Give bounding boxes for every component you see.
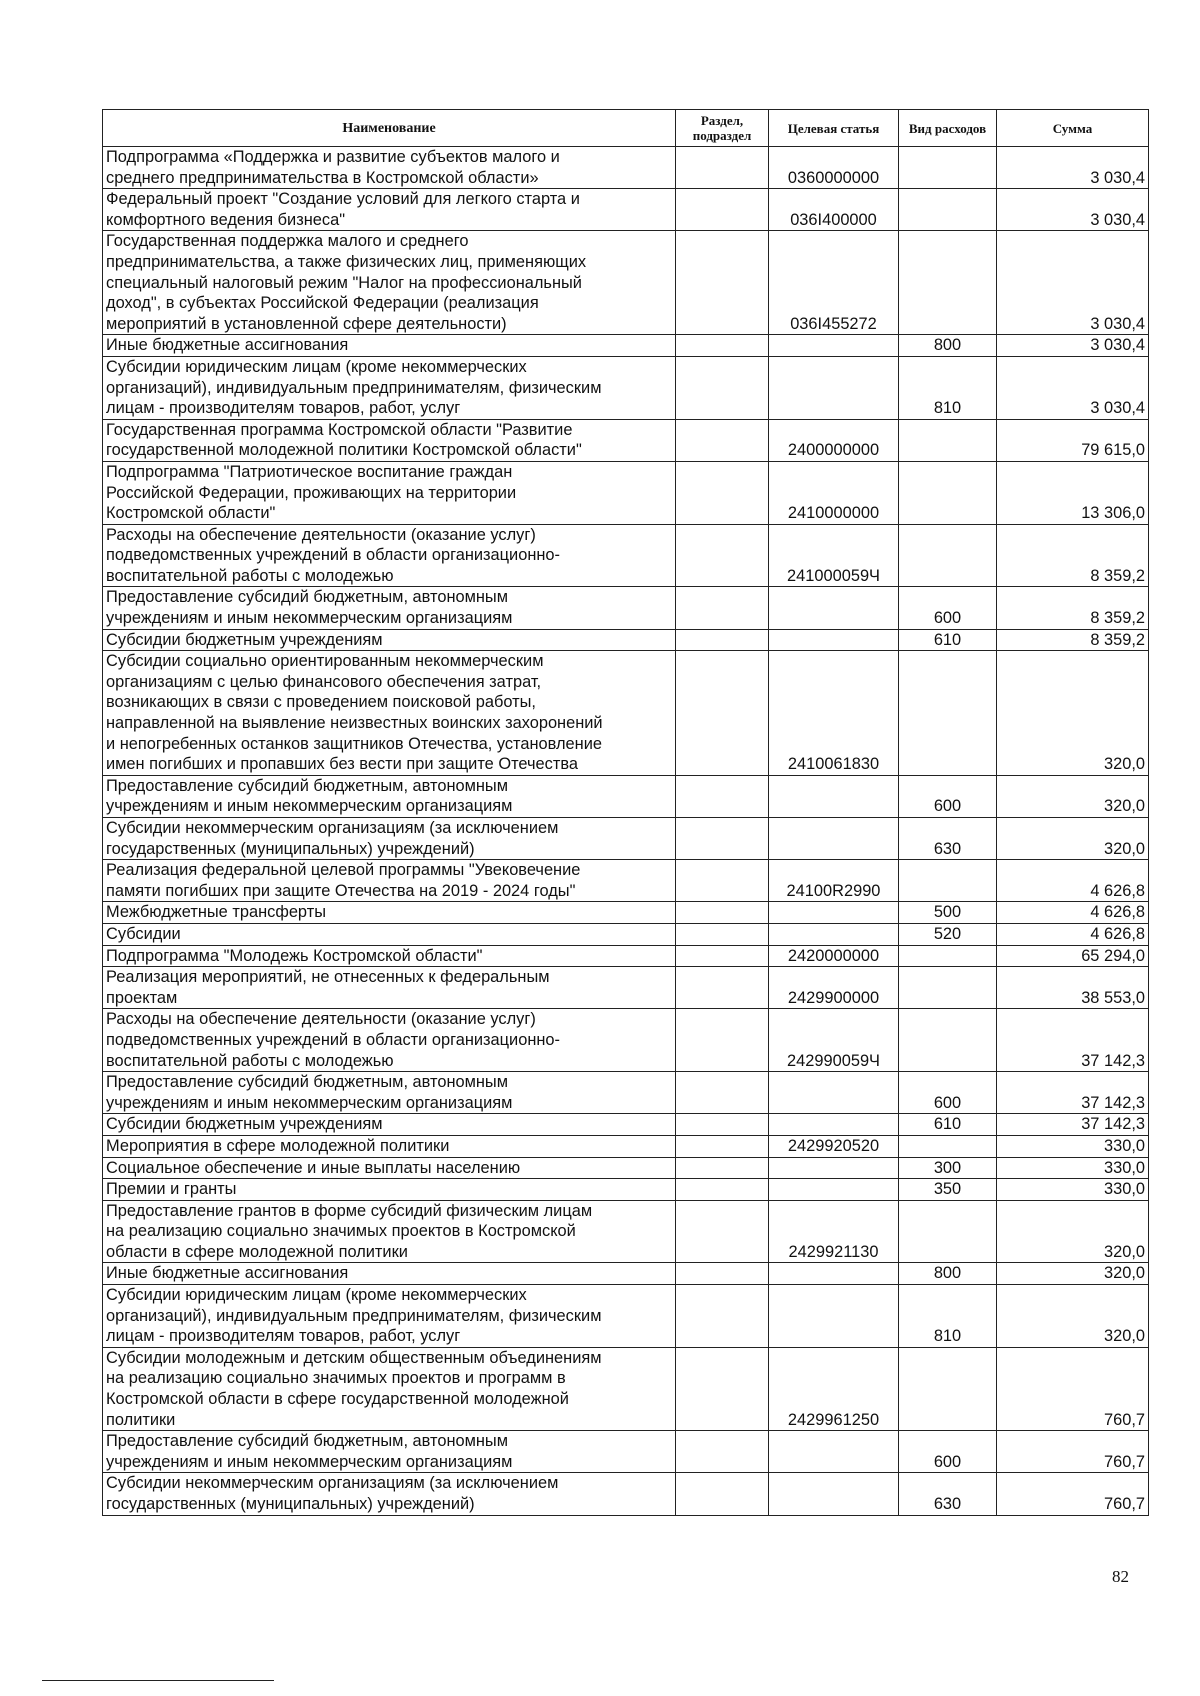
row-name-line: области в сфере молодежной политики	[106, 1242, 408, 1261]
row-amount-cell: 4 626,8	[997, 902, 1149, 924]
row-target-article-cell	[769, 923, 899, 945]
row-amount-cell: 320,0	[997, 651, 1149, 776]
row-expense-type-cell	[899, 1200, 997, 1263]
row-name-line: Субсидии некоммерческим организациям (за исключением	[106, 819, 559, 837]
row-name-line: на реализацию социально значимых проектов в Костромской	[106, 1222, 576, 1241]
row-section-cell	[676, 1347, 769, 1430]
row-name-cell	[103, 1263, 676, 1285]
row-name-cell	[103, 587, 676, 629]
table-row	[103, 1135, 1149, 1157]
row-target-article-cell	[769, 1157, 899, 1179]
row-amount-cell: 37 142,3	[997, 1009, 1149, 1072]
row-target-article-cell	[769, 629, 899, 651]
row-name-line: Реализация федеральной целевой программы "Увековечение	[106, 861, 581, 880]
row-name-cell	[103, 335, 676, 357]
row-expense-type-cell: 610	[899, 1114, 997, 1136]
row-name-line: Иные бюджетные ассигнования	[106, 336, 349, 355]
row-section-cell	[676, 419, 769, 461]
row-amount-cell: 37 142,3	[997, 1072, 1149, 1114]
row-section-cell	[676, 189, 769, 231]
row-expense-type-cell	[899, 967, 997, 1009]
table-row	[103, 651, 1149, 776]
row-name-cell	[103, 147, 676, 189]
row-target-article-cell: 2400000000	[769, 419, 899, 461]
row-name-line: Субсидии бюджетным учреждениям	[106, 1115, 383, 1134]
row-name-line: лицам - производителям товаров, работ, услуг	[106, 1327, 461, 1346]
table-row	[103, 1179, 1149, 1201]
row-amount-cell: 330,0	[997, 1179, 1149, 1201]
row-expense-type-cell: 500	[899, 902, 997, 924]
row-name-cell	[103, 945, 676, 967]
row-amount-cell: 320,0	[997, 775, 1149, 817]
row-name-line: доход", в субъектах Российской Федерации (реализация	[106, 294, 539, 313]
row-amount-cell: 79 615,0	[997, 419, 1149, 461]
row-name-cell	[103, 860, 676, 902]
row-section-cell	[676, 1157, 769, 1179]
row-section-cell	[676, 1135, 769, 1157]
row-section-cell	[676, 524, 769, 587]
row-name-line: имен погибших и пропавших без вести при защите Отечества	[106, 755, 578, 774]
table-row	[103, 461, 1149, 524]
row-name-line: лицам - производителям товаров, работ, услуг	[106, 399, 461, 418]
row-section-cell	[676, 651, 769, 776]
row-amount-cell: 760,7	[997, 1431, 1149, 1473]
row-expense-type-cell	[899, 147, 997, 189]
row-target-article-cell: 036I400000	[769, 189, 899, 231]
row-name-line: возникающих в связи с проведением поисковой работы,	[106, 693, 536, 712]
row-expense-type-cell	[899, 1347, 997, 1430]
row-name-line: Субсидии юридическим лицам (кроме некоммерческих	[106, 1286, 527, 1305]
row-section-cell	[676, 335, 769, 357]
row-name-cell	[103, 1157, 676, 1179]
table-row	[103, 629, 1149, 651]
row-name-cell	[103, 651, 676, 776]
row-target-article-cell: 0360000000	[769, 147, 899, 189]
page-number: 82	[1112, 1567, 1129, 1586]
row-name-cell	[103, 1347, 676, 1430]
row-section-cell	[676, 1179, 769, 1201]
table-row	[103, 775, 1149, 817]
table-row	[103, 335, 1149, 357]
table-row	[103, 419, 1149, 461]
row-section-cell	[676, 1431, 769, 1473]
row-section-cell	[676, 1473, 769, 1515]
row-name-line: Государственная программа Костромской области "Развитие	[106, 420, 573, 439]
row-amount-cell: 3 030,4	[997, 147, 1149, 189]
row-name-line: Предоставление грантов в форме субсидий физическим лицам	[106, 1201, 593, 1220]
row-target-article-cell	[769, 902, 899, 924]
row-name-line: Костромской области"	[106, 504, 276, 523]
row-expense-type-cell: 300	[899, 1157, 997, 1179]
row-expense-type-cell: 600	[899, 587, 997, 629]
row-section-cell	[676, 1072, 769, 1114]
row-expense-type-cell: 810	[899, 1285, 997, 1348]
row-name-cell	[103, 775, 676, 817]
row-section-cell	[676, 629, 769, 651]
row-name-line: учреждениям и иным некоммерческим организациям	[106, 609, 513, 628]
row-amount-cell: 760,7	[997, 1347, 1149, 1430]
footnote-rule	[42, 1680, 274, 1681]
row-section-cell	[676, 1200, 769, 1263]
row-expense-type-cell: 800	[899, 335, 997, 357]
row-amount-cell: 8 359,2	[997, 587, 1149, 629]
row-expense-type-cell	[899, 189, 997, 231]
header-target-article: Целевая статья	[769, 110, 899, 147]
row-name-cell	[103, 1285, 676, 1348]
row-name-line: специальный налоговый режим "Налог на профессиональный	[106, 273, 582, 292]
table-row	[103, 189, 1149, 231]
row-name-line: мероприятий в установленной сфере деятельности)	[106, 314, 507, 333]
row-target-article-cell: 2429921130	[769, 1200, 899, 1263]
row-section-cell	[676, 1114, 769, 1136]
row-name-line: организациям с целью финансового обеспечения затрат,	[106, 672, 542, 691]
row-name-cell	[103, 189, 676, 231]
row-target-article-cell: 2420000000	[769, 945, 899, 967]
row-expense-type-cell: 520	[899, 923, 997, 945]
header-amount: Сумма	[997, 110, 1149, 147]
table-row	[103, 1157, 1149, 1179]
row-expense-type-cell: 600	[899, 1431, 997, 1473]
row-amount-cell: 330,0	[997, 1157, 1149, 1179]
row-expense-type-cell	[899, 1009, 997, 1072]
row-name-cell	[103, 1072, 676, 1114]
row-name-cell	[103, 524, 676, 587]
row-expense-type-cell: 600	[899, 1072, 997, 1114]
row-section-cell	[676, 461, 769, 524]
table-row	[103, 945, 1149, 967]
table-row	[103, 1431, 1149, 1473]
row-section-cell	[676, 902, 769, 924]
row-name-line: Субсидии бюджетным учреждениям	[106, 630, 383, 649]
row-name-line: Иные бюджетные ассигнования	[106, 1264, 349, 1283]
row-section-cell	[676, 1285, 769, 1348]
row-target-article-cell	[769, 1179, 899, 1201]
row-name-line: Предоставление субсидий бюджетным, автономным	[106, 588, 508, 607]
row-name-line: подведомственных учреждений в области организационно-	[106, 1030, 560, 1049]
row-section-cell	[676, 147, 769, 189]
row-target-article-cell	[769, 587, 899, 629]
row-target-article-cell: 2429900000	[769, 967, 899, 1009]
row-target-article-cell: 2410061830	[769, 651, 899, 776]
budget-table	[102, 109, 1149, 1516]
row-name-line: учреждениям и иным некоммерческим организациям	[106, 797, 513, 816]
row-name-cell	[103, 1009, 676, 1072]
row-name-line: Социальное обеспечение и иные выплаты населению	[106, 1158, 521, 1177]
row-name-cell	[103, 356, 676, 419]
row-name-cell	[103, 818, 676, 860]
row-name-cell	[103, 1200, 676, 1263]
row-amount-cell: 320,0	[997, 1285, 1149, 1348]
row-target-article-cell	[769, 1114, 899, 1136]
row-expense-type-cell	[899, 231, 997, 335]
row-name-cell	[103, 231, 676, 335]
row-name-line: Федеральный проект "Создание условий для легкого старта и	[106, 190, 580, 209]
row-target-article-cell: 242990059Ч	[769, 1009, 899, 1072]
row-amount-cell: 3 030,4	[997, 189, 1149, 231]
table-row	[103, 1473, 1149, 1515]
row-name-cell	[103, 923, 676, 945]
row-expense-type-cell: 800	[899, 1263, 997, 1285]
row-amount-cell: 330,0	[997, 1135, 1149, 1157]
row-section-cell	[676, 1263, 769, 1285]
row-amount-cell: 8 359,2	[997, 524, 1149, 587]
row-name-line: Предоставление субсидий бюджетным, автономным	[106, 1073, 508, 1092]
row-name-line: Расходы на обеспечение деятельности (оказание услуг)	[106, 1010, 536, 1029]
row-amount-cell: 3 030,4	[997, 335, 1149, 357]
row-name-line: предпринимательства, а также физических лиц, применяющих	[106, 252, 587, 271]
row-amount-cell: 4 626,8	[997, 860, 1149, 902]
row-name-line: Костромской области в сфере государственной молодежной	[106, 1390, 569, 1409]
row-expense-type-cell: 630	[899, 1473, 997, 1515]
row-expense-type-cell	[899, 860, 997, 902]
row-name-line: на реализацию социально значимых проектов и программ в	[106, 1369, 566, 1388]
row-name-line: Реализация мероприятий, не отнесенных к федеральным	[106, 968, 550, 987]
row-name-line: государственных (муниципальных) учреждений)	[106, 1495, 475, 1513]
row-target-article-cell: 2429920520	[769, 1135, 899, 1157]
row-name-line: воспитательной работы с молодежью	[106, 1051, 394, 1070]
row-name-line: воспитательной работы с молодежью	[106, 566, 394, 585]
row-name-line: Премии и гранты	[106, 1180, 237, 1199]
row-name-line: Подпрограмма "Молодежь Костромской области"	[106, 946, 483, 965]
row-expense-type-cell	[899, 1135, 997, 1157]
row-name-line: Межбюджетные трансферты	[106, 903, 326, 922]
row-target-article-cell	[769, 1285, 899, 1348]
row-target-article-cell: 24100R2990	[769, 860, 899, 902]
row-name-line: Государственная поддержка малого и среднего	[106, 232, 469, 251]
table-row	[103, 818, 1149, 860]
row-expense-type-cell	[899, 651, 997, 776]
row-amount-cell: 3 030,4	[997, 356, 1149, 419]
table-row	[103, 147, 1149, 189]
row-section-cell	[676, 818, 769, 860]
table-row	[103, 1347, 1149, 1430]
row-target-article-cell	[769, 1263, 899, 1285]
row-name-line: памяти погибших при защите Отечества на 2019 - 2024 годы"	[106, 881, 576, 900]
row-amount-cell: 38 553,0	[997, 967, 1149, 1009]
table-row	[103, 902, 1149, 924]
row-name-line: учреждениям и иным некоммерческим организациям	[106, 1452, 513, 1471]
row-name-line: учреждениям и иным некоммерческим организациям	[106, 1093, 513, 1112]
table-row	[103, 860, 1149, 902]
row-name-line: Субсидии молодежным и детским общественным объединениям	[106, 1348, 602, 1367]
row-name-cell	[103, 629, 676, 651]
row-name-line: Субсидии некоммерческим организациям (за исключением	[106, 1474, 559, 1493]
row-amount-cell: 4 626,8	[997, 923, 1149, 945]
row-amount-cell: 8 359,2	[997, 629, 1149, 651]
row-name-line: проектам	[106, 988, 178, 1007]
row-name-line: Субсидии	[106, 924, 181, 943]
row-name-line: комфортного ведения бизнеса"	[106, 210, 346, 229]
table-row	[103, 923, 1149, 945]
table-row	[103, 356, 1149, 419]
row-target-article-cell	[769, 335, 899, 357]
table-row	[103, 1114, 1149, 1136]
row-target-article-cell: 241000059Ч	[769, 524, 899, 587]
row-amount-cell: 3 030,4	[997, 231, 1149, 335]
row-target-article-cell	[769, 356, 899, 419]
table-row	[103, 1200, 1149, 1263]
row-amount-cell: 760,7	[997, 1473, 1149, 1515]
header-expense-type: Вид расходов	[899, 110, 997, 147]
row-target-article-cell: 2429961250	[769, 1347, 899, 1430]
row-section-cell	[676, 356, 769, 419]
row-name-line: Расходы на обеспечение деятельности (оказание услуг)	[106, 525, 536, 544]
row-name-cell	[103, 967, 676, 1009]
row-name-line: государственной молодежной политики Костромской области"	[106, 441, 582, 460]
row-name-line: подведомственных учреждений в области организационно-	[106, 546, 560, 565]
table-row	[103, 1285, 1149, 1348]
table-row	[103, 231, 1149, 335]
row-target-article-cell	[769, 775, 899, 817]
row-expense-type-cell	[899, 461, 997, 524]
row-name-cell	[103, 1431, 676, 1473]
row-target-article-cell	[769, 1072, 899, 1114]
row-target-article-cell: 036I455272	[769, 231, 899, 335]
row-name-cell	[103, 1135, 676, 1157]
row-expense-type-cell: 630	[899, 818, 997, 860]
header-section: Раздел, подраздел	[676, 110, 769, 147]
row-section-cell	[676, 860, 769, 902]
row-name-line: Предоставление субсидий бюджетным, автономным	[106, 1432, 508, 1451]
row-name-line: Мероприятия в сфере молодежной политики	[106, 1136, 450, 1155]
row-name-line: Подпрограмма «Поддержка и развитие субъектов малого и	[106, 148, 560, 166]
row-name-line: и непогребенных останков защитников Отечества, установление	[106, 734, 602, 753]
row-name-line: среднего предпринимательства в Костромской области»	[106, 168, 539, 187]
table-header-row	[103, 110, 1149, 147]
row-name-line: Субсидии социально ориентированным некоммерческим	[106, 652, 544, 671]
row-expense-type-cell: 610	[899, 629, 997, 651]
row-target-article-cell	[769, 1431, 899, 1473]
row-target-article-cell	[769, 818, 899, 860]
table-body	[103, 147, 1149, 1516]
row-name-line: организаций), индивидуальным предпринимателям, физическим	[106, 378, 602, 397]
table-row	[103, 967, 1149, 1009]
row-name-cell	[103, 461, 676, 524]
table-row	[103, 1009, 1149, 1072]
row-expense-type-cell	[899, 945, 997, 967]
table-row	[103, 524, 1149, 587]
row-section-cell	[676, 1009, 769, 1072]
row-expense-type-cell	[899, 524, 997, 587]
row-name-line: Подпрограмма "Патриотическое воспитание граждан	[106, 462, 513, 481]
header-name: Наименование	[103, 110, 676, 147]
row-section-cell	[676, 231, 769, 335]
row-section-cell	[676, 587, 769, 629]
row-name-line: политики	[106, 1410, 176, 1429]
row-amount-cell: 13 306,0	[997, 461, 1149, 524]
table-row	[103, 1072, 1149, 1114]
row-section-cell	[676, 923, 769, 945]
row-expense-type-cell: 810	[899, 356, 997, 419]
row-section-cell	[676, 945, 769, 967]
row-name-cell	[103, 419, 676, 461]
row-target-article-cell: 2410000000	[769, 461, 899, 524]
row-target-article-cell	[769, 1473, 899, 1515]
row-name-line: Предоставление субсидий бюджетным, автономным	[106, 776, 508, 795]
row-section-cell	[676, 967, 769, 1009]
row-name-line: Субсидии юридическим лицам (кроме некоммерческих	[106, 357, 527, 376]
row-amount-cell: 37 142,3	[997, 1114, 1149, 1136]
row-expense-type-cell	[899, 419, 997, 461]
row-name-cell	[103, 1473, 676, 1515]
table-row	[103, 1263, 1149, 1285]
row-amount-cell: 320,0	[997, 1263, 1149, 1285]
row-name-cell	[103, 902, 676, 924]
row-amount-cell: 65 294,0	[997, 945, 1149, 967]
row-amount-cell: 320,0	[997, 818, 1149, 860]
row-name-line: направленной на выявление неизвестных воинских захоронений	[106, 714, 603, 733]
row-name-cell	[103, 1114, 676, 1136]
row-section-cell	[676, 775, 769, 817]
row-name-line: организаций), индивидуальным предпринимателям, физическим	[106, 1306, 602, 1325]
table-row	[103, 587, 1149, 629]
row-name-line: государственных (муниципальных) учреждений)	[106, 839, 475, 858]
row-expense-type-cell: 600	[899, 775, 997, 817]
row-expense-type-cell: 350	[899, 1179, 997, 1201]
row-name-cell	[103, 1179, 676, 1201]
row-amount-cell: 320,0	[997, 1200, 1149, 1263]
row-name-line: Российской Федерации, проживающих на территории	[106, 483, 517, 502]
